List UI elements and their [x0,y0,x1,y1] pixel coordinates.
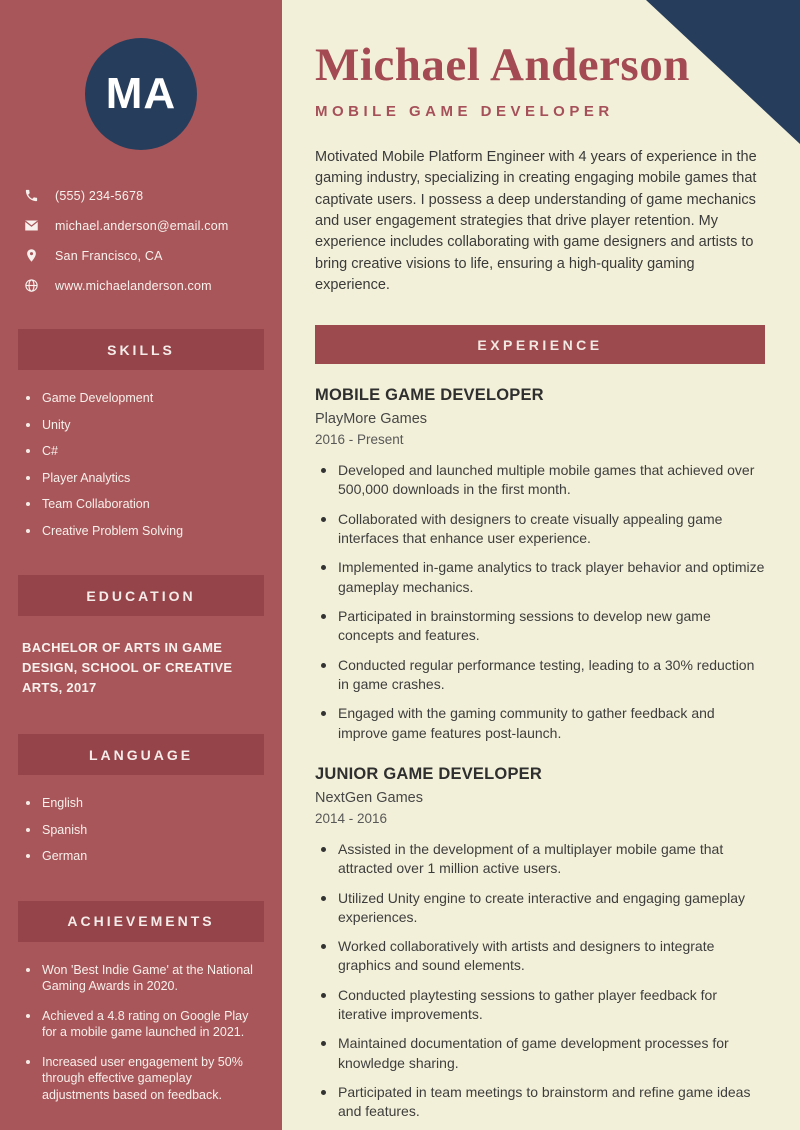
contact-row-website[interactable] [20,278,262,293]
bullet-dot [26,854,30,858]
location-value: San Francisco, CA [55,248,163,263]
contact-section [20,188,262,293]
experience-heading-label: EXPERIENCE [477,336,603,353]
job-bullet-text: Utilized Unity engine to create interactive and engaging gameplay experiences. [338,889,746,925]
achievement-item [20,962,262,995]
job-bullet-text: Conducted regular performance testing, leading to a 30% reduction in game crashes. [338,656,755,692]
job-bullet-text: Worked collaboratively with artists and designers to integrate graphics and sound elements. [338,938,715,974]
achievement-text: Won 'Best Indie Game' at the National Gaming Awards in 2020. [42,962,253,994]
job-bullet [315,558,765,597]
job-dates: 2016 - Present [315,432,404,448]
skill-label: C# [42,444,58,458]
contact-row-phone[interactable] [20,188,262,203]
job-title: JUNIOR GAME DEVELOPER [315,764,542,783]
skill-item [20,523,262,540]
education-text: BACHELOR OF ARTS IN GAME DESIGN, SCHOOL OF CREATIVE ARTS, 2017 [22,640,233,696]
language-label: English [42,796,83,811]
bullet-dot [26,396,30,400]
education-heading-label: EDUCATION [86,587,196,604]
job-bullet [315,461,765,500]
bullet-dot [321,565,326,570]
job-bullet [315,510,765,549]
sidebar [0,0,282,1130]
job-company: NextGen Games [315,789,423,806]
achievements-list [20,962,262,1104]
job-bullet [315,840,765,879]
skill-label: Player Analytics [42,470,131,485]
bullet-dot [26,476,30,480]
job-title: MOBILE GAME DEVELOPER [315,386,544,405]
job-bullet-text: Developed and launched multiple mobile games that achieved over 500,000 downloads in the first month. [338,462,755,498]
job-bullet [315,704,765,743]
bullet-dot [321,847,326,852]
bullet-dot [321,711,326,716]
location-icon [24,248,39,263]
contact-row-location [20,248,262,263]
avatar-wrap [20,38,262,150]
bullet-dot [26,529,30,533]
page-title: Michael Anderson [315,39,690,91]
job-bullet [315,1083,765,1122]
education-heading [18,575,264,616]
bullet-dot [321,468,326,473]
language-label: German [42,849,88,864]
job-bullet [315,1034,765,1073]
skills-heading-label: SKILLS [107,341,175,358]
job-entry [315,765,765,1122]
achievement-item [20,1054,262,1104]
phone-icon [24,188,39,203]
job-dates: 2014 - 2016 [315,810,388,826]
job-bullet-list [315,461,765,743]
language-item [20,822,262,839]
contact-row-email[interactable] [20,218,262,233]
skill-label: Creative Problem Solving [42,523,184,538]
job-bullet-text: Engaged with the gaming community to gather feedback and improve game features post-launch. [338,705,715,741]
globe-icon [24,278,39,293]
achievement-item [20,1008,262,1041]
language-list [20,795,262,865]
job-entry [315,386,765,743]
job-bullet [315,937,765,976]
language-item [20,795,262,812]
language-label: Spanish [42,822,88,837]
job-bullet-text: Collaborated with designers to create visually appealing game interfaces that enhance user experience. [338,510,723,547]
bullet-dot [26,968,30,972]
bullet-dot [321,1041,326,1046]
bullet-dot [26,1060,30,1064]
bullet-dot [321,944,326,949]
skill-item [20,417,262,434]
bullet-dot [321,663,326,668]
achievement-text: Achieved a 4.8 rating on Google Play for a mobile game launched in 2021. [42,1008,249,1040]
job-bullet-text: Maintained documentation of game development processes for knowledge sharing. [338,1035,729,1071]
bullet-dot [26,449,30,453]
language-heading [18,734,264,775]
language-item [20,848,262,865]
job-bullet-text: Participated in team meetings to brainstorm and refine game ideas and features. [338,1084,751,1120]
bullet-dot [26,828,30,832]
bullet-dot [321,614,326,619]
skill-item [20,496,262,513]
main-column [282,0,800,1130]
job-bullet [315,889,765,928]
job-bullet-text: Implemented in-game analytics to track player behavior and optimize gameplay mechanics. [338,559,765,595]
job-bullet [315,656,765,695]
job-company: PlayMore Games [315,411,428,428]
experience-heading [315,325,765,364]
skill-label: Game Development [42,391,154,405]
bullet-dot [321,1090,326,1095]
skill-item [20,470,262,487]
achievements-heading [18,901,264,942]
job-bullet [315,986,765,1025]
bullet-dot [321,517,326,522]
skills-heading [18,329,264,370]
achievements-heading-label: ACHIEVEMENTS [67,913,215,930]
bullet-dot [26,801,30,805]
bullet-dot [26,502,30,506]
job-bullet-text: Participated in brainstorming sessions to develop new game concepts and features. [338,608,711,644]
bullet-dot [321,993,326,998]
job-bullet-list [315,840,765,1122]
avatar [85,38,197,150]
email-value: michael.anderson@email.com [55,218,229,233]
skills-list [20,390,262,539]
bullet-dot [26,1014,30,1018]
achievement-text: Increased user engagement by 50% through effective gameplay adjustments based on feedback. [42,1054,243,1102]
phone-value: (555) 234-5678 [55,188,144,203]
job-bullet [315,607,765,646]
job-bullet-text: Conducted playtesting sessions to gather player feedback for iterative improvements. [338,986,718,1023]
bullet-dot [26,423,30,427]
profile-job-title: MOBILE GAME DEVELOPER [315,102,614,120]
profile-summary: Motivated Mobile Platform Engineer with 4 years of experience in the gaming industry, specializing in creating engaging mobile games that captivate users. I possess a deep understanding of game mechanics and user engagement strategies that drive player retention. My experience includes collaborating with game designers and artists to bring creative visions to life, ensuring a high-quality gaming experience. [315,148,757,293]
avatar-initials: MA [105,69,177,118]
website-value: www.michaelanderson.com [55,278,212,293]
bullet-dot [321,896,326,901]
skill-item [20,390,262,407]
skill-label: Unity [42,417,71,432]
job-bullet-text: Assisted in the development of a multiplayer mobile game that attracted over 1 million active users. [338,840,724,877]
language-heading-label: LANGUAGE [88,746,194,763]
skill-item [20,443,262,460]
email-icon [24,218,39,233]
skill-label: Team Collaboration [42,497,150,511]
